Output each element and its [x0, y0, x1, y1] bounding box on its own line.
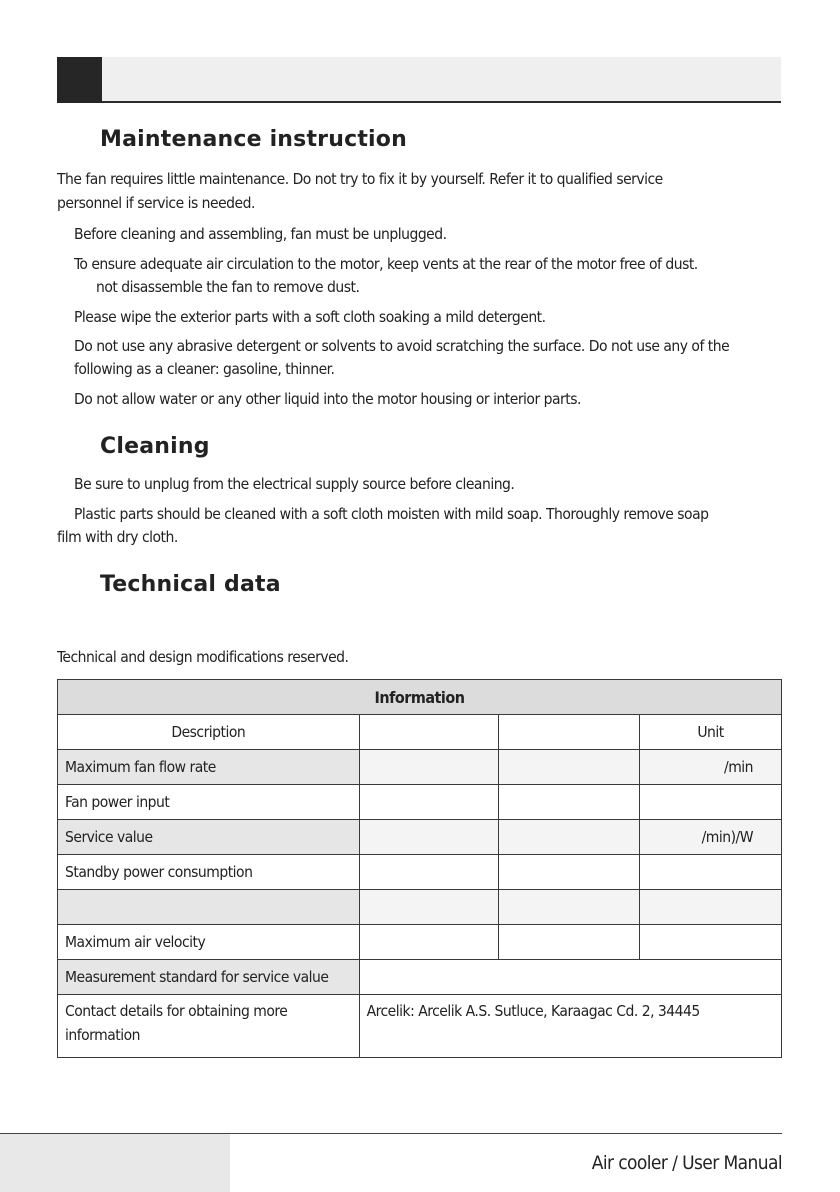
- row-label: Service value: [58, 820, 360, 855]
- section-number-block: [57, 57, 102, 103]
- footer-title: Air cooler / User Manual: [591, 1152, 782, 1174]
- maintenance-intro-line-2: personnel if service is needed.: [57, 194, 255, 212]
- row-unit: [640, 855, 782, 890]
- table-row: [58, 820, 782, 855]
- column-unit: Unit: [640, 715, 782, 750]
- table-header-row: [58, 680, 782, 715]
- maintenance-item: Please wipe the exterior parts with a soft cloth soaking a mild detergent.: [74, 308, 546, 326]
- table-row: [58, 750, 782, 785]
- row-unit: /min)/W: [640, 820, 782, 855]
- technical-data-table: [57, 679, 782, 1058]
- row-unit: /min: [640, 750, 782, 785]
- maintenance-item: following as a cleaner: gasoline, thinner.: [74, 360, 335, 378]
- row-label: [58, 890, 360, 925]
- row-unit: [640, 785, 782, 820]
- cleaning-heading: Cleaning: [100, 434, 210, 459]
- footer-page-block: [0, 1134, 230, 1192]
- contact-label: Contact details for obtaining more information: [58, 995, 360, 1058]
- row-label: Standby power consumption: [58, 855, 360, 890]
- table-row: [58, 855, 782, 890]
- table-header: Information: [58, 680, 782, 715]
- table-row: [58, 890, 782, 925]
- row-unit: [640, 925, 782, 960]
- technical-note: Technical and design modifications reserved.: [57, 648, 349, 666]
- measurement-row: [58, 960, 782, 995]
- maintenance-intro-line-1: The fan requires little maintenance. Do not try to fix it by yourself. Refer it to qualified service: [57, 170, 663, 188]
- maintenance-heading: Maintenance instruction: [100, 127, 407, 152]
- column-description: Description: [58, 715, 360, 750]
- cleaning-item: Plastic parts should be cleaned with a soft cloth moisten with mild soap. Thoroughly remove soap: [74, 505, 709, 523]
- maintenance-item: Before cleaning and assembling, fan must be unplugged.: [74, 225, 447, 243]
- row-label: Maximum fan flow rate: [58, 750, 360, 785]
- cleaning-item: film with dry cloth.: [57, 528, 178, 546]
- section-header-bar: [57, 57, 781, 103]
- maintenance-item: not disassemble the fan to remove dust.: [96, 278, 360, 296]
- row-label: Maximum air velocity: [58, 925, 360, 960]
- contact-row: [58, 995, 782, 1058]
- technical-heading: Technical data: [100, 572, 281, 597]
- row-label: Fan power input: [58, 785, 360, 820]
- table-row: [58, 785, 782, 820]
- measurement-label: Measurement standard for service value: [58, 960, 360, 995]
- maintenance-item: Do not use any abrasive detergent or solvents to avoid scratching the surface. Do not use any of the: [74, 337, 730, 355]
- cleaning-item: Be sure to unplug from the electrical supply source before cleaning.: [74, 475, 515, 493]
- maintenance-item: Do not allow water or any other liquid into the motor housing or interior parts.: [74, 390, 581, 408]
- row-unit: [640, 890, 782, 925]
- table-row: [58, 925, 782, 960]
- maintenance-item: To ensure adequate air circulation to the motor, keep vents at the rear of the motor free of dust.: [74, 255, 698, 273]
- table-column-row: [58, 715, 782, 750]
- contact-value: Arcelik: Arcelik A.S. Sutluce, Karaagac Cd. 2, 34445: [359, 995, 781, 1058]
